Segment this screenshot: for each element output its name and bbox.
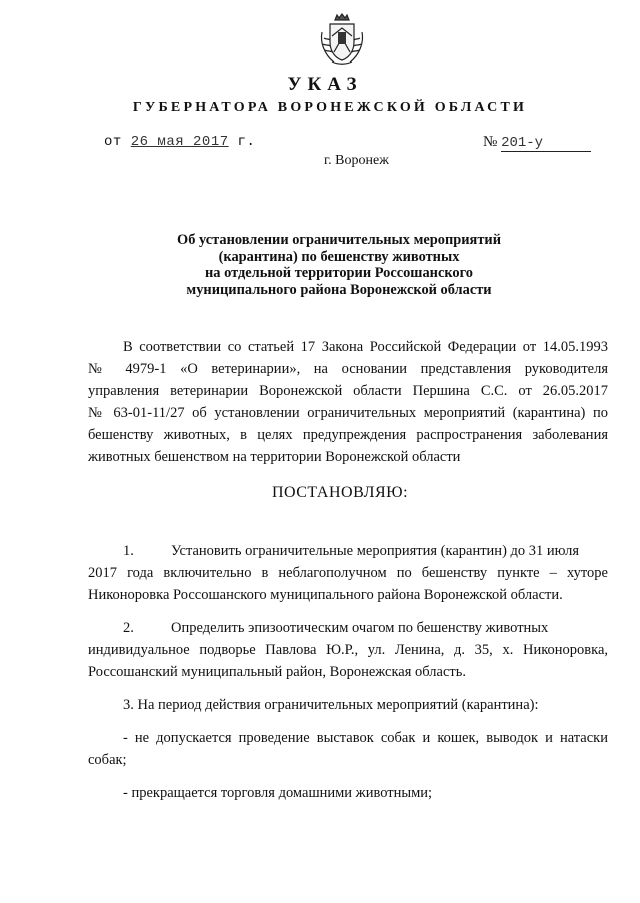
item-line: индивидуальное подворье Павлова Ю.Р., ул. Ленина, д. 35, х. Никоноровка, [88, 642, 608, 658]
preamble-line: В соответствии со статьей 17 Закона Российской Федерации от 14.05.1993 [123, 339, 608, 355]
number-prefix: № [483, 134, 498, 150]
preamble-paragraph [88, 336, 608, 468]
heading-line: Об установлении ограничительных мероприятий [177, 232, 501, 248]
item-line: 2017 года включительно в неблагополучном по бешенству пункте – хуторе [88, 565, 608, 581]
item-line: Никоноровка Россошанского муниципального района Воронежской области. [88, 587, 563, 603]
city-name: г. Воронеж [324, 153, 389, 168]
sub-item-line: - прекращается торговля домашними животными; [123, 785, 433, 801]
decree-date [104, 134, 255, 150]
item-line: Россошанский муниципальный район, Воронежская область. [88, 664, 466, 680]
decree-items [88, 540, 608, 804]
preamble-line: № 4979-1 «О ветеринарии», на основании представления руководителя [88, 361, 608, 377]
item-2-first-line [88, 617, 608, 639]
date-prefix: от [104, 134, 122, 150]
document-heading [0, 232, 640, 298]
preamble-line: животных бешенством на территории Воронежской области [88, 449, 461, 465]
heading-line: муниципального района Воронежской области [186, 281, 492, 298]
decree-title: УКАЗ [287, 74, 363, 95]
heading-line: на отдельной территории Россошанского [205, 265, 473, 281]
preamble-line: управления ветеринарии Воронежской области Першина С.С. от 26.05.2017 [88, 383, 608, 399]
item-1-first-line [88, 540, 608, 562]
item-text: Установить ограничительные мероприятия (карантин) до 31 июля [171, 543, 580, 559]
date-value: 26 мая 2017 [130, 134, 229, 150]
number-value: 201-у [501, 135, 591, 152]
decree-word: ПОСТАНОВЛЯЮ: [271, 484, 409, 501]
preamble-line: № 63-01-11/27 об установлении ограничительных мероприятий (карантина) по [88, 405, 608, 421]
decree-subtitle: ГУБЕРНАТОРА ВОРОНЕЖСКОЙ ОБЛАСТИ [132, 100, 528, 115]
coat-of-arms-emblem [318, 12, 366, 68]
date-suffix: г. [237, 134, 256, 150]
preamble-line: бешенству животных, в целях предупреждения распространения заболевания [88, 427, 608, 443]
item-number: 2. [123, 620, 134, 636]
item-number: 1. [123, 543, 134, 559]
item-3-line: 3. На период действия ограничительных мероприятий (карантина): [123, 697, 539, 713]
sub-item-line: - не допускается проведение выставок собак и кошек, выводок и натаски [123, 730, 608, 746]
sub-item-line: собак; [88, 752, 127, 768]
heading-line: (карантина) по бешенству животных [218, 248, 460, 265]
decree-number [483, 134, 591, 152]
item-text: Определить эпизоотическим очагом по бешенству животных [171, 620, 549, 636]
